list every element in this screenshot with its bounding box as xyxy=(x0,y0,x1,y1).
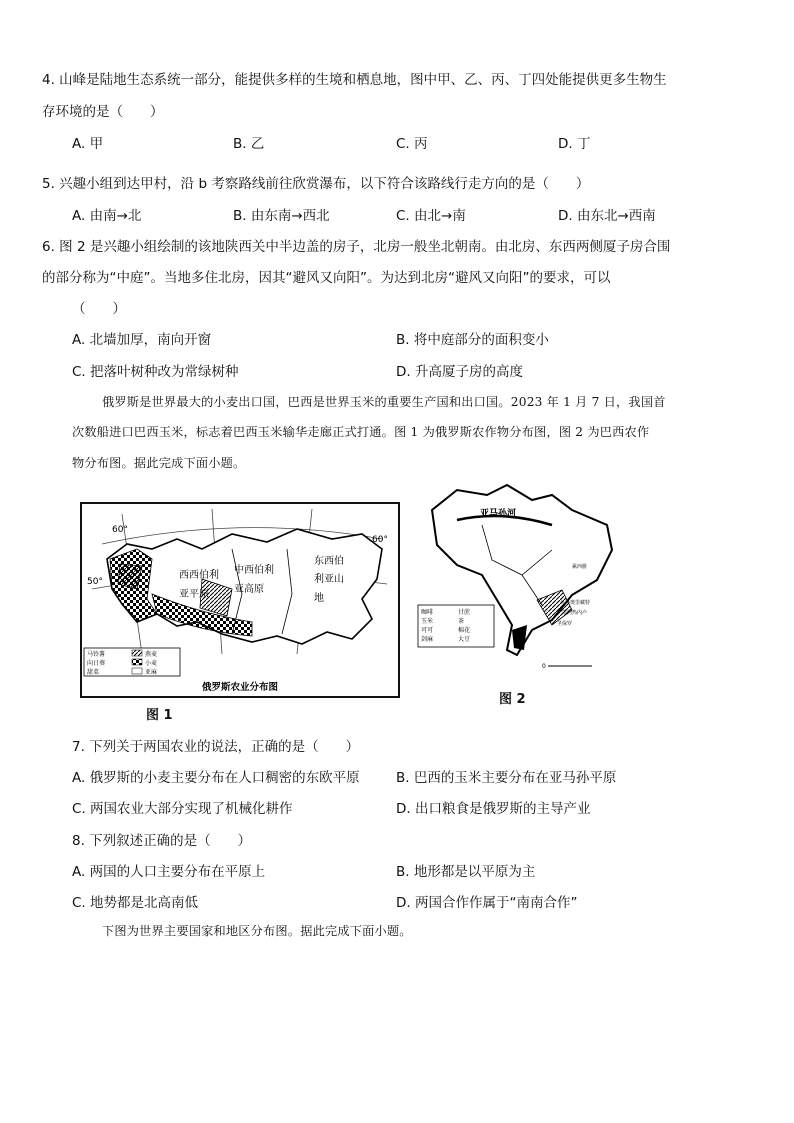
q4-option-b: B. 乙 xyxy=(233,136,265,152)
legend-item: 马铃薯 xyxy=(87,651,106,658)
city-label: 圣保罗 xyxy=(557,621,573,627)
q6-option-d: D. 升高厦子房的高度 xyxy=(396,364,523,380)
brazil-map-graphic xyxy=(412,480,622,680)
map-title: 俄罗斯农业分布图 xyxy=(202,682,279,693)
legend-item: 咖啡 xyxy=(421,609,434,616)
q5-option-d: D. 由东北→西南 xyxy=(558,208,656,224)
legend-item: 剑麻 xyxy=(421,636,434,643)
legend-item: 可可 xyxy=(421,627,434,634)
q5-option-c: C. 由北→南 xyxy=(396,208,466,224)
legend-item: 玉米 xyxy=(421,618,434,625)
q6-stem-line3: （ ） xyxy=(72,301,126,317)
scale-bar-label: 0 xyxy=(542,663,546,670)
q4-stem-line2: 存环境的是（ ） xyxy=(42,104,164,120)
q7-option-c: C. 两国农业大部分实现了机械化耕作 xyxy=(72,801,293,817)
latitude-label: 60° xyxy=(112,525,128,535)
russia-agriculture-map xyxy=(80,502,400,698)
figure-2-caption: 图 2 xyxy=(499,692,526,707)
legend-item: 向日葵 xyxy=(87,660,106,667)
region-label: 亚高原 xyxy=(234,584,264,595)
q6-stem-line2: 的部分称为“中庭”。当地多住北房，因其“避风又向阳”。为达到北房“避风又向阳”的要求，可以 xyxy=(42,270,611,286)
legend-item: 燕麦 xyxy=(145,651,158,658)
q7-option-d: D. 出口粮食是俄罗斯的主导产业 xyxy=(396,801,591,817)
figure-1-caption: 图 1 xyxy=(146,708,173,723)
q4-option-a: A. 甲 xyxy=(72,136,104,152)
region-label: 东西伯 xyxy=(314,556,344,567)
city-label: 贝洛奥里藏特 xyxy=(560,600,591,606)
region-label: 西西伯利 xyxy=(179,570,219,581)
q8-stem-line1: 8. 下列叙述正确的是（ ） xyxy=(72,833,252,849)
q6-option-a: A. 北墙加厚，南向开窗 xyxy=(72,332,212,348)
q5-stem-line1: 5. 兴趣小组到达甲村，沿 b 考察路线前往欣赏瀑布，以下符合该路线行走方向的是（ ） xyxy=(42,176,590,192)
river-label: 亚马孙河 xyxy=(480,509,517,519)
q6-option-b: B. 将中庭部分的面积变小 xyxy=(396,332,549,348)
legend-item: 甜菜 xyxy=(87,669,100,676)
q4-option-c: C. 丙 xyxy=(396,136,428,152)
region-label: 利亚山 xyxy=(314,574,344,585)
city-label: 里约热内卢 xyxy=(562,610,588,616)
q5-option-a: A. 由南→北 xyxy=(72,208,142,224)
q7-stem-line1: 7. 下列关于两国农业的说法，正确的是（ ） xyxy=(72,739,360,755)
q7-option-a: A. 俄罗斯的小麦主要分布在人口稠密的东欧平原 xyxy=(72,770,360,786)
region-label: 中西伯利 xyxy=(234,565,274,576)
q6-stem-line1: 6. 图 2 是兴趣小组绘制的该地陕西关中半边盖的房子，北房一般坐北朝南。由北房、东西两侧厦子房合围 xyxy=(42,239,671,255)
intro-paragraph-line3: 物分布图。据此完成下面小题。 xyxy=(72,456,246,470)
intro-paragraph-2: 下图为世界主要国家和地区分布图。据此完成下面小题。 xyxy=(102,924,412,938)
legend-item: 甘蔗 xyxy=(458,609,471,616)
legend-item: 亚麻 xyxy=(145,669,158,676)
brazil-crop-map xyxy=(412,480,622,680)
intro-paragraph-line2: 次数船进口巴西玉米，标志着巴西玉米输华走廊正式打通。图 1 为俄罗斯农作物分布图，图 2 为巴西农作 xyxy=(72,425,650,439)
legend-item: 茶 xyxy=(458,618,465,625)
legend-item: 棉花 xyxy=(458,627,471,634)
q4-option-d: D. 丁 xyxy=(558,136,591,152)
q8-option-c: C. 地势都是北高南低 xyxy=(72,895,199,911)
q8-option-a: A. 两国的人口主要分布在平原上 xyxy=(72,864,266,880)
latitude-label: 60° xyxy=(372,535,388,545)
region-label: 地 xyxy=(314,593,324,604)
q5-option-b: B. 由东南→西北 xyxy=(233,208,330,224)
latitude-label: 50° xyxy=(87,577,103,587)
q6-option-c: C. 把落叶树种改为常绿树种 xyxy=(72,364,239,380)
region-label: 亚平原 xyxy=(179,589,209,600)
legend-item: 小麦 xyxy=(145,660,158,667)
q8-option-b: B. 地形都是以平原为主 xyxy=(396,864,536,880)
q8-option-d: D. 两国合作作属于“南南合作” xyxy=(396,895,578,911)
q4-stem-line1: 4. 山峰是陆地生态系统一部分，能提供多样的生境和栖息地，图中甲、乙、丙、丁四处能提供更多生物生 xyxy=(42,72,667,88)
q7-option-b: B. 巴西的玉米主要分布在亚马孙平原 xyxy=(396,770,617,786)
city-label: 累西腓 xyxy=(572,564,588,570)
intro-paragraph-line1: 俄罗斯是世界最大的小麦出口国，巴西是世界玉米的重要生产国和出口国。2023 年 1 月 7 日，我国首 xyxy=(102,395,666,409)
legend-item: 大豆 xyxy=(458,636,471,643)
russia-map-graphic xyxy=(82,504,398,696)
